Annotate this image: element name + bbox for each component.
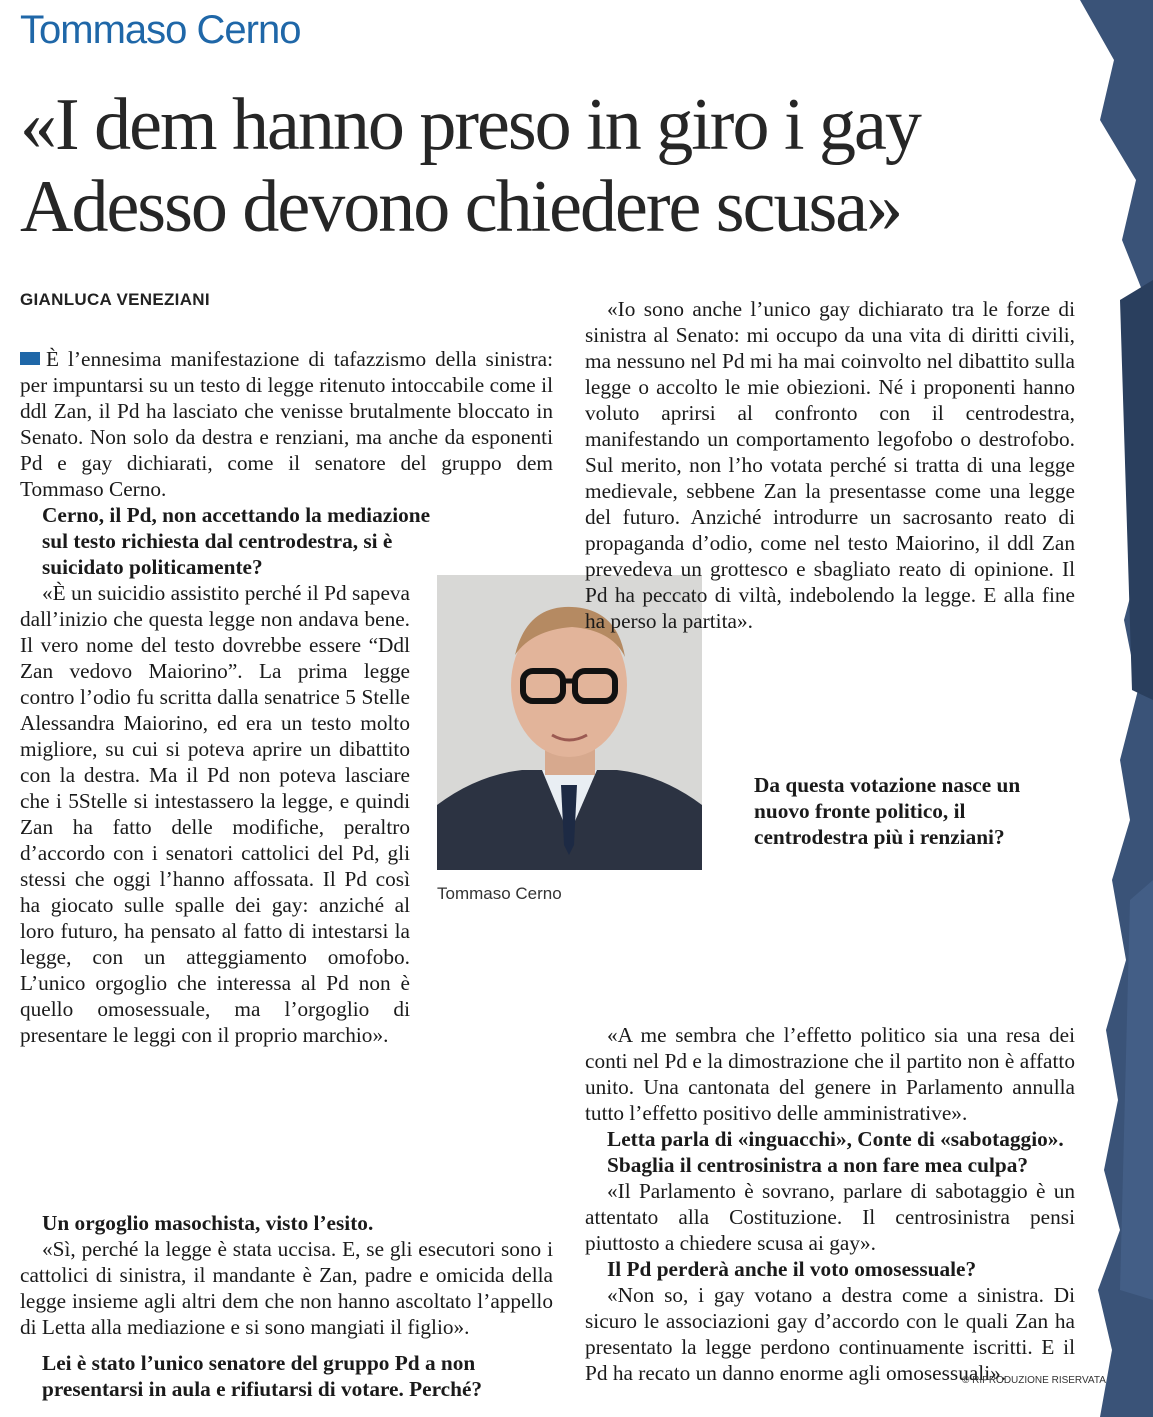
photo-caption: Tommaso Cerno xyxy=(437,884,562,903)
question-2: Un orgoglio masochista, visto l’esito. xyxy=(42,1211,374,1235)
torn-edge-background xyxy=(1060,0,1153,1417)
headline-line-1: «I dem hanno preso in giro i gay xyxy=(20,84,920,166)
headline-line-2: Adesso devono chiedere scusa» xyxy=(20,166,902,248)
question-4: Da questa votazione nasce un nuovo fronte politico, il centrodestra più i renziani? xyxy=(754,773,1021,849)
headline xyxy=(20,84,1070,248)
question-5: Letta parla di «inguacchi», Conte di «sabotaggio». Sbaglia il centrosinistra a non fare mea culpa? xyxy=(607,1127,1064,1177)
byline: GIANLUCA VENEZIANI xyxy=(20,290,210,309)
answer-5: «Il Parlamento è sovrano, parlare di sabotaggio è un attentato alla Costituzione. Il centrosinistra pensi piuttosto a chiedere scusa ai gay». xyxy=(585,1179,1075,1255)
right-column-q4 xyxy=(740,772,1070,850)
section-marker-icon xyxy=(20,352,40,365)
kicker: Tommaso Cerno xyxy=(20,8,301,52)
question-6: Il Pd perderà anche il voto omosessuale? xyxy=(607,1257,977,1281)
copyright-notice: © RIPRODUZIONE RISERVATA xyxy=(962,1375,1106,1386)
left-column-lower xyxy=(20,922,553,1402)
answer-1: «È un suicidio assistito perché il Pd sapeva dall’inizio che questa legge non andava bene. Il vero nome del testo dovrebbe essere “Ddl Zan vedovo Maiorino”. La prima legge contro l’odio fu scritta dalla senatrice 5 Stelle Alessandra Maiorino, ed era un testo molto migliore, su cui si poteva aprire un dibattito con la destra. Ma il Pd non poteva lasciare che i 5Stelle si intestassero la legge, e quindi Zan ha fatto delle modifiche, peraltro d’accordo con i senatori cattolici del Pd, gli stessi che oggi l’hanno affossata. Il Pd così ha giocato sulle spalle dei gay: anziché al loro futuro, ha pensato al fatto di intestarsi la legge, con un atteggiamento omofobo. L’unico orgoglio che interessa al Pd non è quello omosessuale, ma l’orgoglio di presentare le leggi con il proprio marchio». xyxy=(20,581,410,1047)
right-column-lower xyxy=(585,1022,1075,1386)
answer-4: «A me sembra che l’effetto politico sia una resa dei conti nel Pd e la dimostrazione che il partito non è affatto unito. Una cantonata del genere in Parlamento annulla tutto l’effetto positivo delle amministrative». xyxy=(585,1023,1075,1125)
question-1: Cerno, il Pd, non accettando la mediazione sul testo richiesta dal centrodestra, si è suicidato politicamente? xyxy=(42,503,431,579)
answer-2: «Sì, perché la legge è stata uccisa. E, se gli esecutori sono i cattolici di sinistra, il mandante è Zan, padre e omicida della legge insieme agli altri dem che non hanno ascoltato l’appello di Letta alla mediazione e si sono mangiati il figlio». xyxy=(20,1237,553,1339)
answer-3: «Io sono anche l’unico gay dichiarato tra le forze di sinistra al Senato: mi occupo da una vita di diritti civili, ma nessuno nel Pd mi ha mai coinvolto nel dibattito sulla legge o accolto le mie obiezioni. Né i proponenti hanno voluto aprirsi al confronto con il centrodestra, manifestando un comportamento legofobo o destrofobo. Sul merito, non l’ho votata perché si tratta di una legge medievale, sebbene Zan la presentasse come una legge del futuro. Anziché introdurre un sacrosanto reato di propaganda d’odio, come nel testo Maiorino, il ddl Zan prevedeva un grottesco e sbagliato reato di opinione. Il Pd ha peccato di viltà, indebolendo la legge. E alla fine ha perso la partita». xyxy=(585,297,1075,633)
answer-6: «Non so, i gay votano a destra come a sinistra. Di sicuro le associazioni gay d’accordo con le quali Zan ha presentato la legge perdono continuamente iscritti. E il Pd ha recato un danno enorme agli omosessuali». xyxy=(585,1283,1075,1385)
question-3: Lei è stato l’unico senatore del gruppo Pd a non presentarsi in aula e rifiutarsi di votare. Perché? xyxy=(42,1351,483,1401)
intro-paragraph xyxy=(20,346,553,502)
right-column xyxy=(585,296,1075,634)
intro-text: È l’ennesima manifestazione di tafazzismo della sinistra: per impuntarsi su un testo di legge ritenuto intoccabile come il ddl Zan, il Pd ha lasciato che venisse brutalmente bloccato in Senato. Non solo da destra e renziani, ma anche da esponenti Pd e gay dichiarati, come il senatore del gruppo dem Tommaso Cerno. xyxy=(20,347,553,501)
